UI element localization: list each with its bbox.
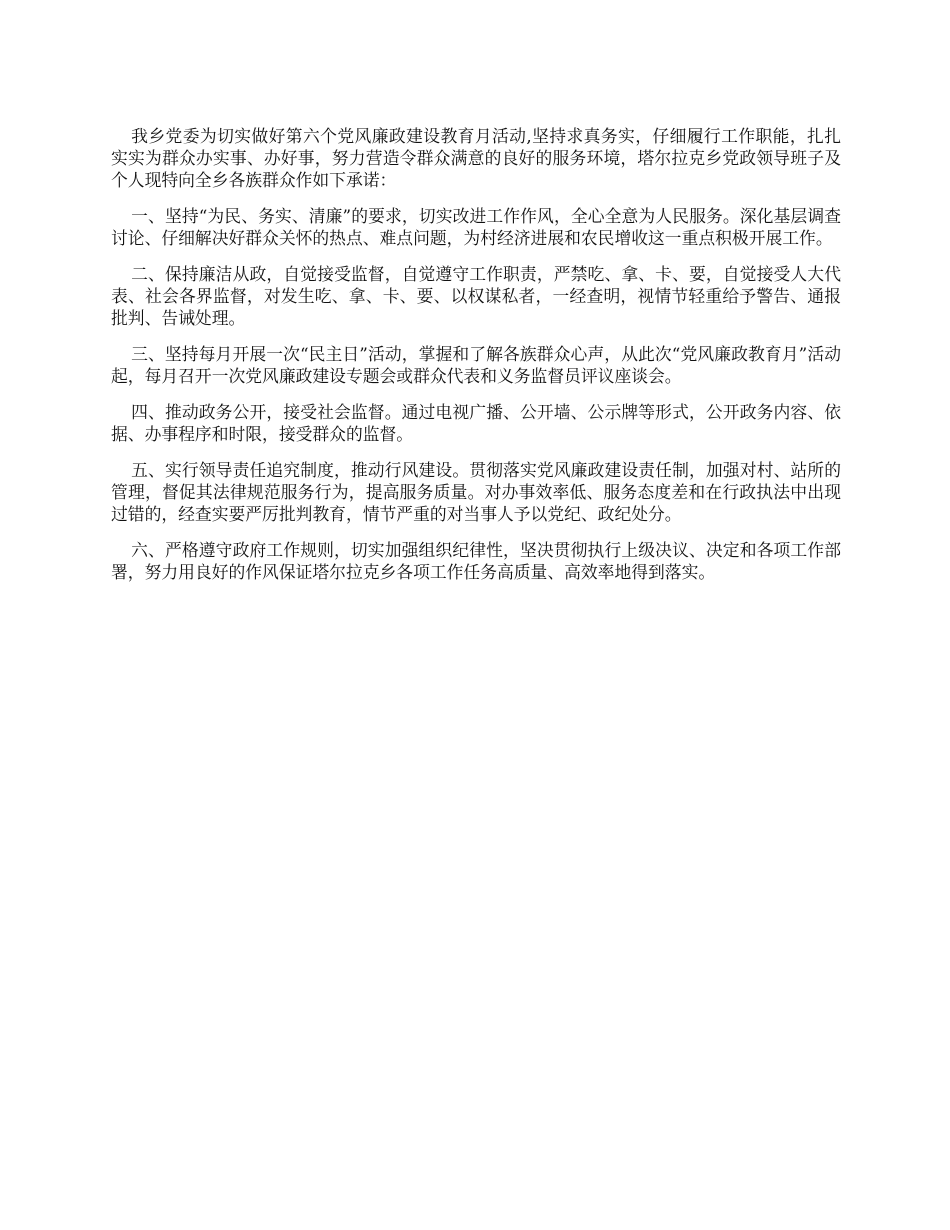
paragraph-intro: 我乡党委为切实做好第六个党风廉政建设教育月活动,坚持求真务实，仔细履行工作职能，扎扎实实为群众办实事、办好事，努力营造令群众满意的良好的服务环境，塔尔拉克乡党政领导班子及个人现特向全乡各族群众作如下承诺： [111, 126, 841, 190]
paragraph-3: 三、坚持每月开展一次“民主日”活动，掌握和了解各族群众心声，从此次“党风廉政教育月”活动起，每月召开一次党风廉政建设专题会或群众代表和义务监督员评议座谈会。 [111, 344, 841, 386]
paragraph-4: 四、推动政务公开，接受社会监督。通过电视广播、公开墙、公示牌等形式，公开政务内容、依据、办事程序和时限，接受群众的监督。 [111, 402, 841, 444]
document-body [111, 125, 841, 597]
paragraph-6: 六、严格遵守政府工作规则，切实加强组织纪律性，坚决贯彻执行上级决议、决定和各项工作部署，努力用良好的作风保证塔尔拉克乡各项工作任务高质量、高效率地得到落实。 [111, 540, 841, 582]
paragraph-5: 五、实行领导责任追究制度，推动行风建设。贯彻落实党风廉政建设责任制，加强对村、站所的管理，督促其法律规范服务行为，提高服务质量。对办事效率低、服务态度差和在行政执法中出现过错的，经查实要严厉批判教育，情节严重的对当事人予以党纪、政纪处分。 [111, 460, 841, 524]
paragraph-1: 一、坚持“为民、务实、清廉”的要求，切实改进工作作风，全心全意为人民服务。深化基层调查讨论、仔细解决好群众关怀的热点、难点问题，为村经济进展和农民增收这一重点积极开展工作。 [111, 206, 841, 248]
paragraph-2: 二、保持廉洁从政，自觉接受监督，自觉遵守工作职责，严禁吃、拿、卡、要，自觉接受人大代表、社会各界监督，对发生吃、拿、卡、要、以权谋私者，一经查明，视情节轻重给予警告、通报批判、告诫处理。 [111, 264, 841, 328]
